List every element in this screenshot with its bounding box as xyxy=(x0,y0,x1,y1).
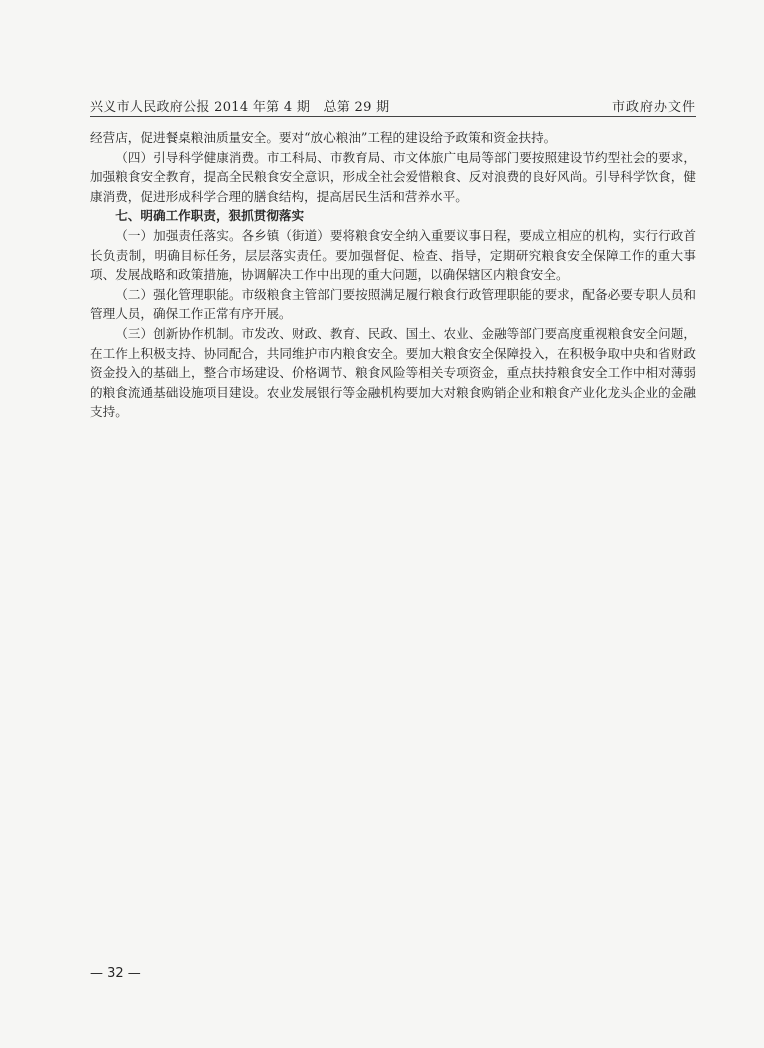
page-header xyxy=(90,94,696,117)
paragraph-cooperation: （三）创新协作机制。市发改、财政、教育、民政、国土、农业、金融等部门要高度重视粮食安全问题，在工作上积极支持、协同配合，共同维护市内粮食安全。要加大粮食安全保障投入，在积极争取中央和省财政资金投入的基础上，整合市场建设、价格调节、粮食风险等相关专项资金，重点扶持粮食安全工作中相对薄弱的粮食流通基础设施项目建设。农业发展银行等金融机构要加大对粮食购销企业和粮食产业化龙头企业的金融支持。 xyxy=(90,325,696,420)
paragraph-continuation: 经营店，促进餐桌粮油质量安全。要对“放心粮油”工程的建设给予政策和资金扶持。 xyxy=(90,130,557,145)
paragraph-guide-consumption: （四）引导科学健康消费。市工科局、市教育局、市文体旅广电局等部门要按照建设节约型社会的要求，加强粮食安全教育，提高全民粮食安全意识，形成全社会爱惜粮食、反对浪费的良好风尚。引导科学饮食，健康消费，促进形成科学合理的膳食结构，提高居民生活和营养水平。 xyxy=(90,149,696,204)
page-number: — 32 — xyxy=(90,966,141,981)
section-title: 市政府办文件 xyxy=(611,100,696,115)
document-body xyxy=(90,128,696,422)
paragraph-responsibility: （一）加强责任落实。各乡镇（街道）要将粮食安全纳入重要议事日程，要成立相应的机构，实行行政首长负责制，明确目标任务，层层落实责任。要加强督促、检查、指导，定期研究粮食安全保障工作的重大事项、发展战略和政策措施，协调解决工作中出现的重大问题，以确保辖区内粮食安全。 xyxy=(90,227,696,283)
publication-title: 兴义市人民政府公报 2014 年第 4 期 总第 29 期 xyxy=(90,100,390,115)
paragraph-management: （二）强化管理职能。市级粮食主管部门要按照满足履行粮食行政管理职能的要求，配备必要专职人员和管理人员，确保工作正常有序开展。 xyxy=(90,286,696,322)
section-heading-seven: 七、明确工作职责，狠抓贯彻落实 xyxy=(115,208,305,224)
